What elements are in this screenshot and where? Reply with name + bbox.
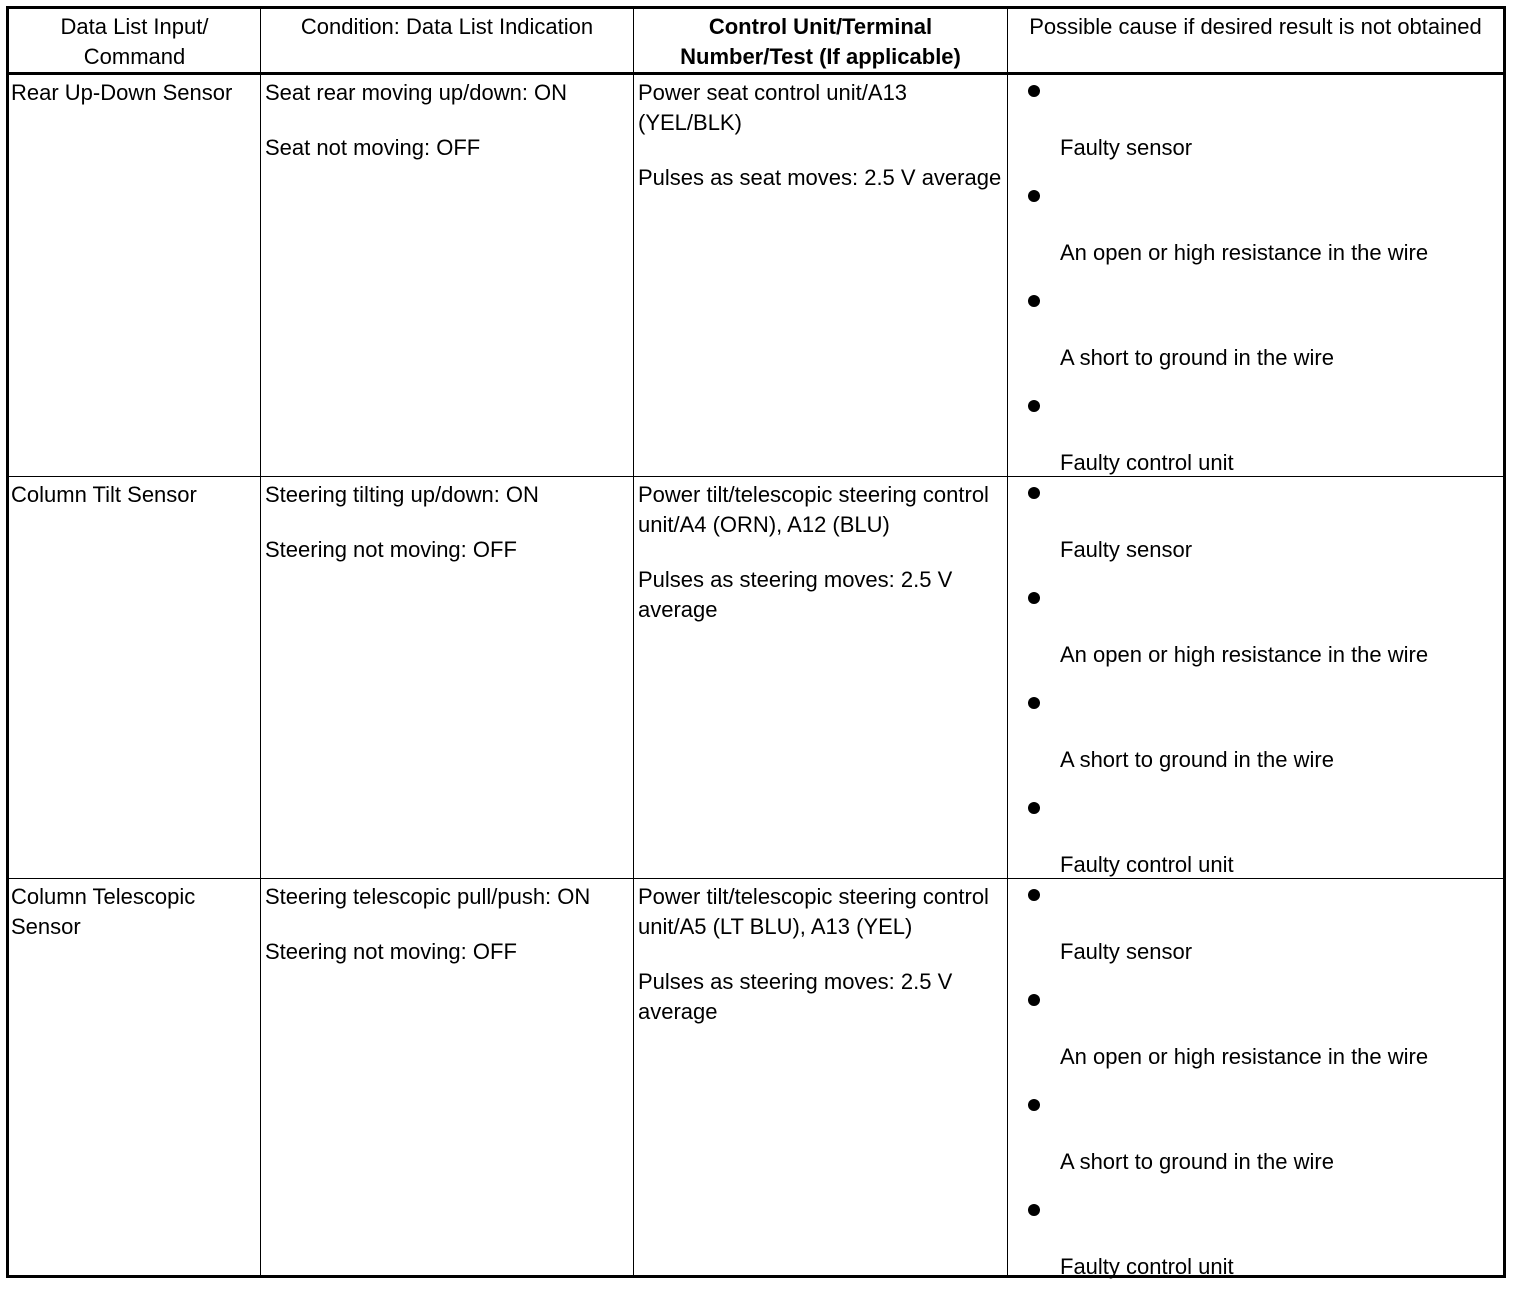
possible-cause-cell [1008,879,1503,1279]
cause-item [1008,180,1503,285]
cause-item [1008,984,1503,1089]
cause-item [1008,75,1503,180]
cause-text: An open or high resistance in the wire [1060,1044,1429,1069]
cause-text: A short to ground in the wire [1060,345,1334,370]
condition-text: Steering not moving: OFF [265,939,517,964]
condition-text: Seat not moving: OFF [265,135,481,160]
bullet-icon [1028,85,1040,97]
cause-item [1008,285,1503,390]
table-header [9,9,1503,75]
cause-item [1008,687,1503,792]
cause-item [1008,582,1503,687]
control-unit-text: Pulses as steering moves: 2.5 V average [638,969,971,1024]
bullet-icon [1028,400,1040,412]
control-unit-text: Power tilt/telescopic steering control unit/A4 (ORN), A12 (BLU) [638,482,996,537]
bullet-icon [1028,1099,1040,1111]
bullet-icon [1028,592,1040,604]
bullet-icon [1028,190,1040,202]
cause-text: A short to ground in the wire [1060,747,1334,772]
cause-item [1008,1194,1503,1299]
bullet-icon [1028,802,1040,814]
condition-text: Steering tilting up/down: ON [265,482,539,507]
condition-text: Steering telescopic pull/push: ON [265,884,591,909]
condition-cell [261,879,634,1275]
cause-text: Faulty control unit [1060,852,1234,877]
bullet-icon [1028,889,1040,901]
header-control-unit: Control Unit/Terminal Number/Test (If applicable) [634,9,1008,72]
condition-cell [261,477,634,878]
data-list-input-cell: Column Tilt Sensor [9,477,261,878]
data-list-input-cell: Rear Up-Down Sensor [9,75,261,476]
condition-text: Steering not moving: OFF [265,537,517,562]
condition-text: Seat rear moving up/down: ON [265,80,568,105]
bullet-icon [1028,295,1040,307]
possible-cause-cell [1008,75,1503,476]
cause-text: Faulty sensor [1060,135,1193,160]
cause-item [1008,1089,1503,1194]
diagnostic-table [6,6,1506,1278]
cause-text: Faulty sensor [1060,537,1193,562]
condition-cell [261,75,634,476]
control-unit-cell [634,75,1008,476]
bullet-icon [1028,487,1040,499]
control-unit-text: Power tilt/telescopic steering control unit/A5 (LT BLU), A13 (YEL) [638,884,996,939]
cause-text: An open or high resistance in the wire [1060,642,1429,667]
header-condition: Condition: Data List Indication [261,9,634,72]
control-unit-text: Power seat control unit/A13 (YEL/BLK) [638,80,908,135]
bullet-icon [1028,1204,1040,1216]
header-data-list-input: Data List Input/ Command [9,9,261,72]
table-row [9,879,1503,1279]
control-unit-cell [634,477,1008,878]
control-unit-cell [634,879,1008,1275]
header-possible-cause: Possible cause if desired result is not obtained [1029,14,1482,39]
bullet-icon [1028,994,1040,1006]
control-unit-text: Pulses as steering moves: 2.5 V average [638,567,971,622]
cause-item [1008,879,1503,984]
possible-cause-cell [1008,477,1503,878]
cause-text: An open or high resistance in the wire [1060,240,1429,265]
cause-text: A short to ground in the wire [1060,1149,1334,1174]
cause-text: Faulty control unit [1060,450,1234,475]
cause-item [1008,477,1503,582]
table-row [9,477,1503,879]
bullet-icon [1028,697,1040,709]
cause-text: Faulty sensor [1060,939,1193,964]
table-row [9,75,1503,477]
cause-text: Faulty control unit [1060,1254,1234,1279]
data-list-input-cell: Column Telescopic Sensor [9,879,261,1275]
control-unit-text: Pulses as seat moves: 2.5 V average [638,165,1002,190]
